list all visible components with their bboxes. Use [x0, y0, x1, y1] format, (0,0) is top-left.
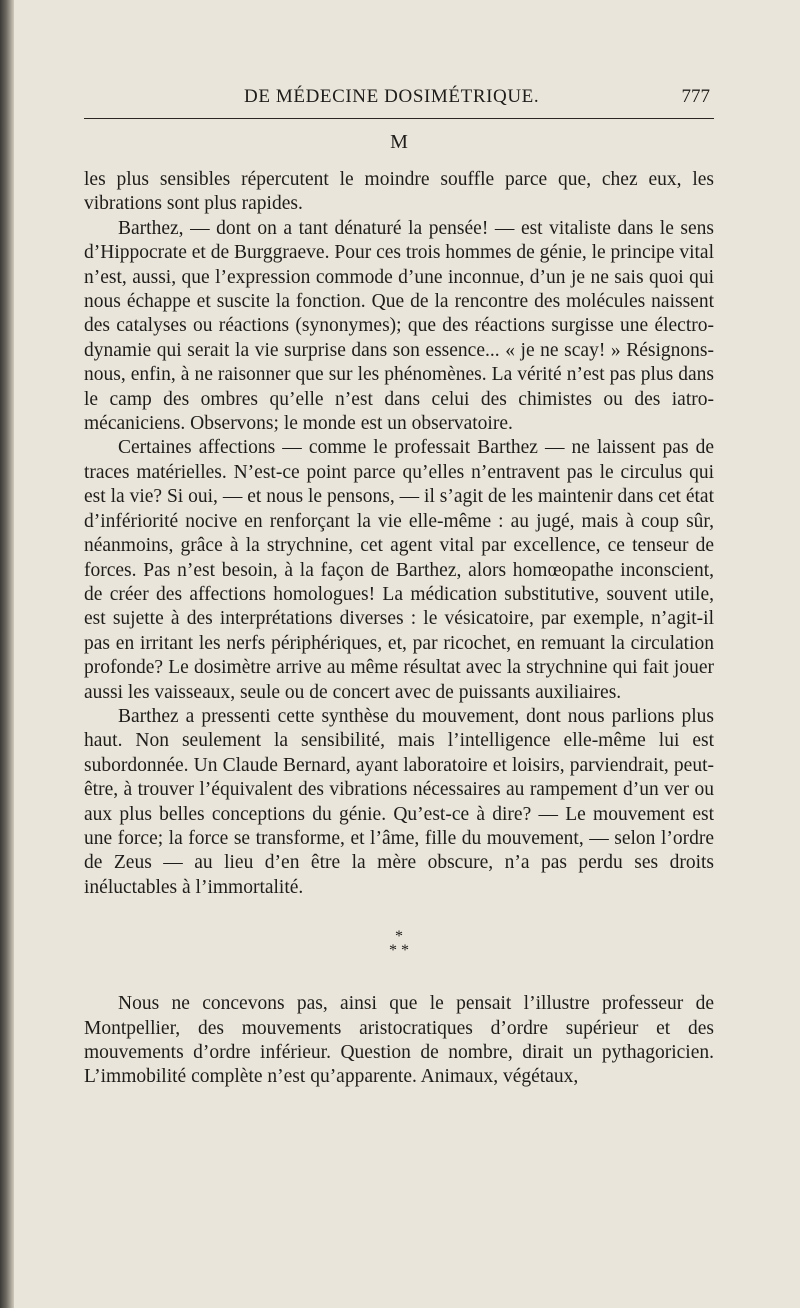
header-rule [84, 118, 714, 119]
running-title: DE MÉDECINE DOSIMÉTRIQUE. [244, 86, 540, 107]
paragraph: Barthez, — dont on a tant dénaturé la pensée! — est vitaliste dans le sens d’Hippocrate et de Burggraeve. Pour ces trois hommes de génie, le principe vital n’est, aussi, que l’expression commode d’une inconnue, d’un je ne sais quoi qui nous échappe et suscite la fonction. Que de la rencontre des molécules naissent des catalyses ou réactions (synonymes); que des réactions surgisse une électro-dynamie qui serait la vie surprise dans son essence... « je ne scay! » Résignons-nous, enfin, à ne raisonner que sur les phénomènes. La vérité n’est pas plus dans le camp des ombres qu’elle n’est dans celui des chimistes ou des iatro-mécaniciens. Observons; le monde est un observatoire. [84, 217, 714, 435]
section-ornament [84, 930, 714, 958]
book-spine-shadow [0, 0, 14, 1308]
asterisk-bottom: * * [389, 942, 409, 960]
page-header [84, 86, 714, 110]
signature-mark: M [390, 131, 408, 153]
page-number: 777 [681, 86, 710, 107]
paragraph-continuation: les plus sensibles répercutent le moindre souffle parce que, chez eux, les vibrations sont plus rapides. [84, 169, 714, 215]
page-body [84, 168, 714, 1090]
asterisk-top: * [395, 928, 403, 946]
paragraph: Nous ne concevons pas, ainsi que le pensait l’illustre professeur de Montpellier, des mouvements aristocratiques d’ordre supérieur et des mouvements d’ordre inférieur. Question de nombre, dirait un pythagoricien. L’immobilité complète n’est qu’apparente. Animaux, végétaux, [84, 993, 714, 1088]
paragraph: Barthez a pressenti cette synthèse du mouvement, dont nous parlions plus haut. Non seulement la sensibilité, mais l’intelligence elle-même lui est subordonnée. Un Claude Bernard, ayant laboratoire et loisirs, parviendrait, peut-être, à trouver l’équivalent des vibrations nécessaires au rampement d’un ver ou aux plus belles conceptions du génie. Qu’est-ce à dire? — Le mouvement est une force; la force se transforme, et l’âme, fille du mouvement, — selon l’ordre de Zeus — au lieu d’en être la mère obscure, n’a pas perdu ses droits inéluctables à l’immortalité. [84, 705, 714, 898]
paragraph: Certaines affections — comme le professait Barthez — ne laissent pas de traces matérielles. N’est-ce point parce qu’elles n’entravent pas le circulus qui est la vie? Si oui, — et nous le pensons, — il s’agit de les maintenir dans cet état d’infériorité nocive en renforçant la vie elle-même : au jugé, mais à coup sûr, néanmoins, grâce à la strychnine, cet agent vital par excellence, ce tenseur de forces. Pas n’est besoin, à la façon de Barthez, alors homœopathe inconscient, de créer des affections homologues! La médication substitutive, souvent utile, est sujette à des interprétations diverses : le vésicatoire, par exemple, n’agit-il pas en irritant les nerfs périphériques, et, par ricochet, en remuant la circulation profonde? Le dosimètre arrive au même résultat avec la strychnine qui fait jouer aussi les vaisseaux, seule ou de concert avec de puissants auxiliaires. [84, 437, 714, 703]
